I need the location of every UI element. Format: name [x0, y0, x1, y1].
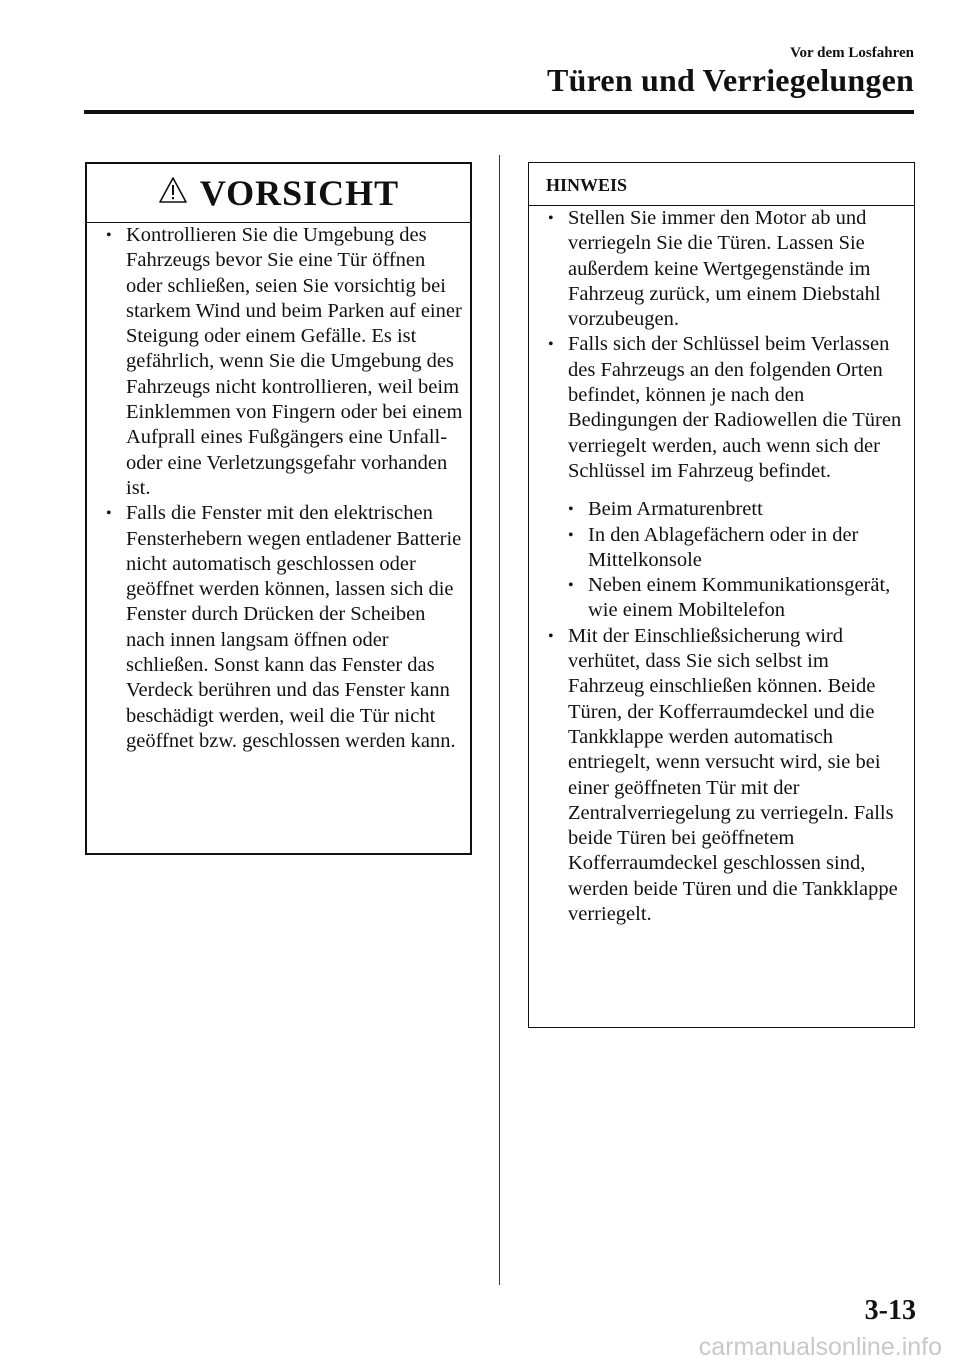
note-sublist-wrap: [529, 484, 914, 623]
note-box: [528, 162, 915, 1028]
caution-list: [87, 223, 470, 754]
note-subitem: • Beim Armaturenbrett: [529, 497, 914, 522]
caution-header: [87, 164, 470, 223]
caution-title: VORSICHT: [199, 173, 400, 213]
warning-triangle-icon: [158, 178, 188, 209]
page-title: Türen und Verriegelungen: [547, 62, 914, 98]
watermark: carmanualsonline.info: [698, 1333, 942, 1361]
note-subitem: • Neben einem Kommunikationsgerät, wie einem Mobiltelefon: [529, 573, 914, 624]
note-item: • Falls sich der Schlüssel beim Verlassen des Fahrzeugs an den folgenden Orten befindet, können je nach den Bedingungen der Radiowellen die Türen verriegelt werden, auch wenn sich der Schlüssel im Fahrzeug befindet.: [529, 332, 914, 484]
caution-box: [85, 162, 472, 855]
page-number: 3-13: [864, 1295, 916, 1326]
note-list: [529, 206, 914, 484]
note-subitem: • In den Ablagefächern oder in der Mittelkonsole: [529, 523, 914, 574]
note-sublist: [529, 497, 914, 623]
note-item: • Mit der Einschließsicherung wird verhütet, dass Sie sich selbst im Fahrzeug einschließen können. Beide Türen, der Kofferraumdeckel und die Tankklappe werden automatisch entriegelt, wenn versucht wird, sie bei einer geöffneten Tür mit der Zentralverriegelung zu verriegeln. Falls beide Türen bei geöffnetem Kofferraumdeckel geschlossen sind, werden beide Türen und die Tankklappe verriegelt.: [529, 624, 914, 928]
note-header: HINWEIS: [529, 163, 914, 206]
caution-item: • Falls die Fenster mit den elektrischen Fensterhebern wegen entladener Batterie nicht automatisch geschlossen oder geöffnet werden können, lassen sich die Fenster durch Drücken der Scheiben nach innen langsam öffnen oder schließen. Sonst kann das Fenster das Verdeck berühren und das Fenster kann beschädigt werden, weil die Tür nicht geöffnet bzw. geschlossen werden kann.: [87, 501, 470, 754]
section-label: Vor dem Losfahren: [790, 45, 914, 61]
header-rule: [84, 110, 914, 114]
column-divider: [499, 155, 500, 1285]
note-item: • Stellen Sie immer den Motor ab und verriegeln Sie die Türen. Lassen Sie außerdem keine Wertgegenstände im Fahrzeug zurück, um einem Diebstahl vorzubeugen.: [529, 206, 914, 332]
note-list-continued: [529, 624, 914, 928]
caution-item: • Kontrollieren Sie die Umgebung des Fahrzeugs bevor Sie eine Tür öffnen oder schließen, seien Sie vorsichtig bei starkem Wind und beim Parken auf einer Steigung oder einem Gefälle. Es ist gefährlich, wenn Sie die Umgebung des Fahrzeugs nicht kontrollieren, weil beim Einklemmen von Fingern oder bei einem Aufprall eines Fußgängers eine Unfall- oder eine Verletzungsgefahr vorhanden ist.: [87, 223, 470, 501]
